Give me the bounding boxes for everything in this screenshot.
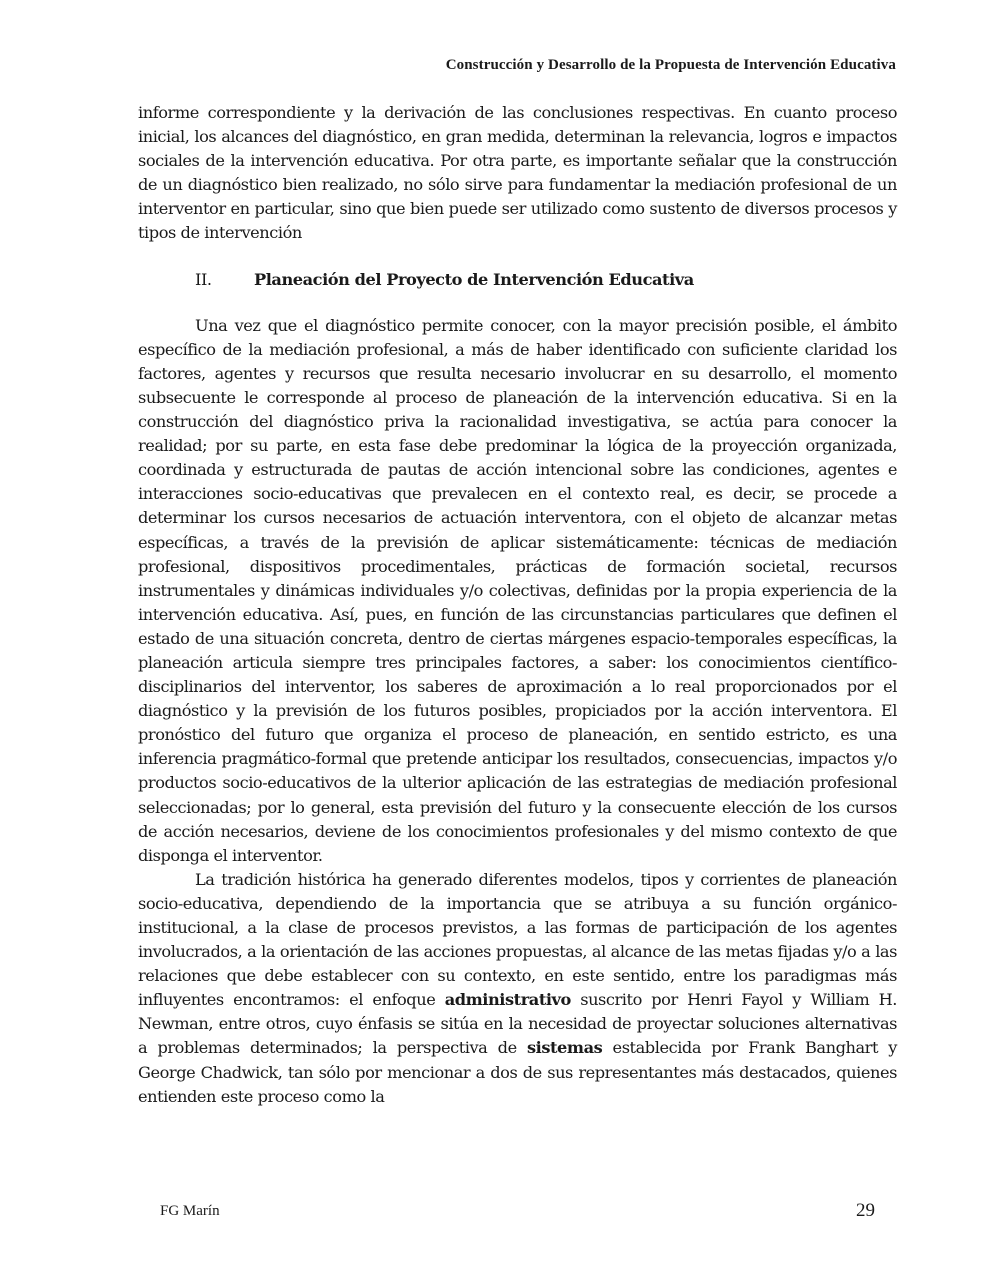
section-number: II. (195, 269, 212, 289)
section-heading (138, 268, 897, 292)
paragraph-tradicion (138, 868, 897, 1109)
section-title: Planeación del Proyecto de Intervención Educativa (254, 269, 694, 289)
paragraph-planeacion: Una vez que el diagnóstico permite conocer, con la mayor precisión posible, el ámbito específico de la mediación profesional, a más de haber identificado con suficiente claridad los factores, agentes y recursos que resulta necesario involucrar en su desarrollo, el momento subsecuente le corresponde al proceso de planeación de la intervención educativa. Si en la construcción del diagnóstico priva la racionalidad investigativa, se actúa para conocer la realidad; por su parte, en esta fase debe predominar la lógica de la proyección organizada, coordinada y estructurada de pautas de acción intencional sobre las condiciones, agentes e interacciones socio-educativas que prevalecen en el contexto real, es decir, se procede a determinar los cursos necesarios de actuación interventora, con el objeto de alcanzar metas específicas, a través de la previsión de aplicar sistemáticamente: técnicas de mediación profesional, dispositivos procedimentales, prácticas de formación societal, recursos instrumentales y dinámicas individuales y/o colectivas, definidas por la propia experiencia de la intervención educativa. Así, pues, en función de las circunstancias particulares que definen el estado de una situación concreta, dentro de ciertas márgenes espacio-temporales específicas, la planeación articula siempre tres principales factores, a saber: los conocimientos científico-disciplinarios del interventor, los saberes de aproximación a lo real proporcionados por el diagnóstico y la previsión de los futuros posibles, propiciados por la acción interventora. El pronóstico del futuro que organiza el proceso de planeación, en sentido estricto, es una inferencia pragmático-formal que pretende anticipar los resultados, consecuencias, impactos y/o productos socio-educativos de la ulterior aplicación de las estrategias de mediación profesional seleccionadas; por lo general, esta previsión del futuro y la consecuente elección de los cursos de acción necesarios, deviene de los conocimientos profesionales y del mismo contexto de que disponga el interventor. (138, 315, 897, 865)
term-administrativo: administrativo (444, 990, 571, 1010)
term-sistemas: sistemas (526, 1038, 603, 1058)
paragraph-text: establecida por Frank Banghart y George Chadwick, tan sólo por mencionar a dos de sus representantes más destacados, quienes entienden este proceso como la (138, 1038, 897, 1106)
paragraph-text: suscrito por Henri Fayol y William H. Newman, entre otros, cuyo énfasis se sitúa en la necesidad de proyectar soluciones alternativas a problemas determinados; la perspectiva de (138, 990, 897, 1058)
page-number: 29 (856, 1200, 875, 1221)
body-text (138, 101, 897, 1109)
paragraph-text: La tradición histórica ha generado diferentes modelos, tipos y corrientes de planeación socio-educativa, dependiendo de la importancia que se atribuya a su función orgánico-institucional, a la clase de procesos previstos, a las formas de participación de los agentes involucrados, a la orientación de las acciones propuestas, al alcance de las metas fijadas y/o a las relaciones que debe establecer con su contexto, en este sentido, entre los paradigmas más influyentes encontramos: el enfoque (138, 869, 897, 1010)
footer-author: FG Marín (160, 1203, 220, 1219)
running-header: Construcción y Desarrollo de la Propuesta de Intervención Educativa (445, 57, 896, 73)
intro-paragraph: informe correspondiente y la derivación de las conclusiones respectivas. En cuanto proceso inicial, los alcances del diagnóstico, en gran medida, determinan la relevancia, logros e impactos sociales de la intervención educativa. Por otra parte, es importante señalar que la construcción de un diagnóstico bien realizado, no sólo sirve para fundamentar la mediación profesional de un interventor en particular, sino que bien puede ser utilizado como sustento de diversos procesos y tipos de intervención (138, 103, 897, 243)
